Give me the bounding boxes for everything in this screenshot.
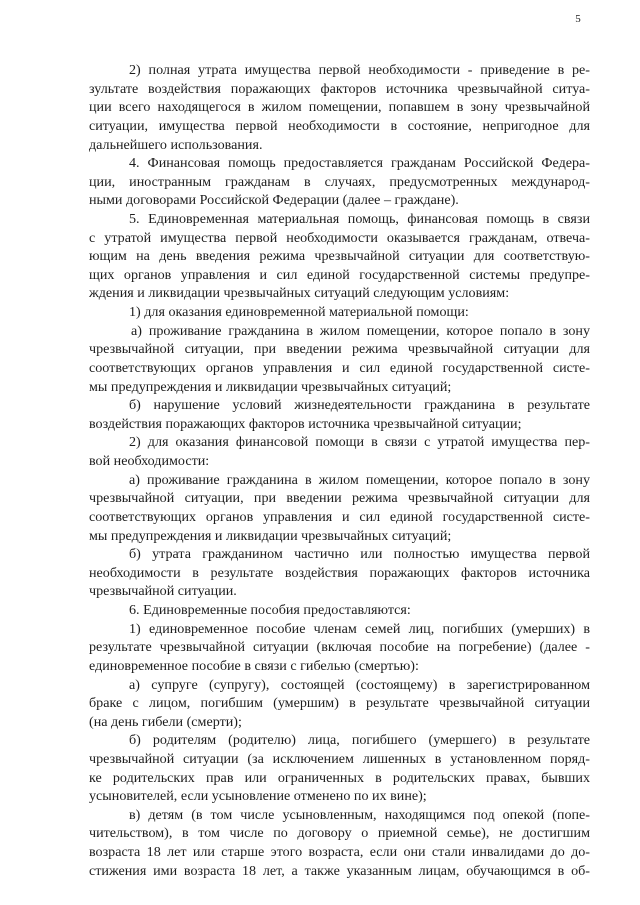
text-line: а) проживание гражданина в жилом помещении, которое попало в зону	[131, 322, 590, 339]
text-line: соответствующих органов управления и сил единой государственной систе-	[89, 359, 590, 376]
text-line: мы предупреждения и ликвидации чрезвычайных ситуаций;	[89, 527, 452, 544]
text-line: единовременное пособие в связи с гибелью (смертью):	[89, 657, 419, 674]
text-line: зультате воздействия поражающих факторов источника чрезвычайной ситуа-	[89, 80, 590, 97]
text-line: 4. Финансовая помощь предоставляется гражданам Российской Федера-	[129, 155, 590, 172]
text-line: дальнейшего использования.	[89, 136, 263, 153]
text-line: усыновителей, если усыновление отменено по их вине);	[89, 788, 427, 805]
text-line: 2) полная утрата имущества первой необходимости - приведение в ре-	[129, 62, 590, 78]
text-line: а) проживание гражданина в жилом помещении, которое попало в зону	[129, 471, 590, 488]
text-line: возраста 18 лет или старше этого возраста, если они стали инвалидами до до-	[89, 844, 590, 860]
text-line: ными договорами Российской Федерации (далее – граждане).	[89, 192, 459, 209]
text-line: чрезвычайной ситуации, при введении режима чрезвычайной ситуации для	[89, 341, 590, 358]
page-number: 5	[575, 13, 581, 25]
text-line: а) супруге (супругу), состоящей (состоящему) в зарегистрированном	[129, 676, 590, 693]
text-line: чрезвычайной ситуации, при введении режима чрезвычайной ситуации для	[89, 490, 590, 507]
text-line: ющим на день введения режима чрезвычайной ситуации для соответствую-	[89, 248, 590, 265]
text-line: воздействия поражающих факторов источника чрезвычайной ситуации;	[89, 415, 522, 432]
text-line: б) утрата гражданином частично или полностью имущества первой	[129, 546, 590, 563]
text-line: стижения ими возраста 18 лет, а также указанным лицам, обучающимся в об-	[89, 862, 590, 879]
text-line: б) родителям (родителю) лица, погибшего (умершего) в результате	[129, 732, 590, 749]
text-line: ции, иностранным гражданам в случаях, предусмотренных международ-	[89, 173, 590, 190]
text-line: браке с лицом, погибшим (умершим) в результате чрезвычайной ситуации	[89, 695, 590, 712]
text-line: (на день гибели (смерти);	[89, 713, 242, 730]
text-line: вой необходимости:	[89, 453, 210, 469]
text-line: чрезвычайной ситуации (за исключением лишенных в установленном поряд-	[89, 750, 590, 767]
text-line: щих органов управления и сил единой государственной системы предупре-	[89, 266, 590, 283]
text-line: мы предупреждения и ликвидации чрезвычайных ситуаций;	[89, 378, 452, 395]
text-line: 1) для оказания единовременной материальной помощи:	[129, 304, 469, 321]
text-line: чительством), в том числе по договору о приемной семье), не достигшим	[89, 825, 590, 842]
text-line: в) детям (в том числе усыновленным, находящимся под опекой (попе-	[129, 806, 590, 823]
text-line: соответствующих органов управления и сил единой государственной систе-	[89, 508, 590, 525]
text-line: 5. Единовременная материальная помощь, финансовая помощь в связи	[129, 211, 590, 227]
text-line: 1) единовременное пособие членам семей лиц, погибших (умерших) в	[129, 620, 590, 637]
text-line: 6. Единовременные пособия предоставляются:	[129, 602, 411, 618]
text-line: ции всего находящегося в жилом помещении, попавшем в зону чрезвычайной	[89, 99, 590, 116]
text-line: чрезвычайной ситуации.	[89, 583, 237, 600]
text-line: б) нарушение условий жизнедеятельности гражданина в результате	[129, 397, 590, 414]
text-line: ситуации, имущества первой необходимости в состояние, непригодное для	[89, 117, 590, 134]
text-line: необходимости в результате воздействия поражающих факторов источника	[89, 564, 590, 581]
text-line: с утратой имущества первой необходимости оказывается гражданам, отвеча-	[89, 229, 590, 246]
text-line: ке родительских прав или ограниченных в родительских правах, бывших	[89, 769, 590, 786]
text-line: ждения и ликвидации чрезвычайных ситуаций следующим условиям:	[89, 285, 510, 302]
text-line: результате чрезвычайной ситуации (включая пособие на погребение) (далее -	[89, 639, 590, 656]
text-line: 2) для оказания финансовой помощи в связи с утратой имущества пер-	[129, 434, 590, 451]
